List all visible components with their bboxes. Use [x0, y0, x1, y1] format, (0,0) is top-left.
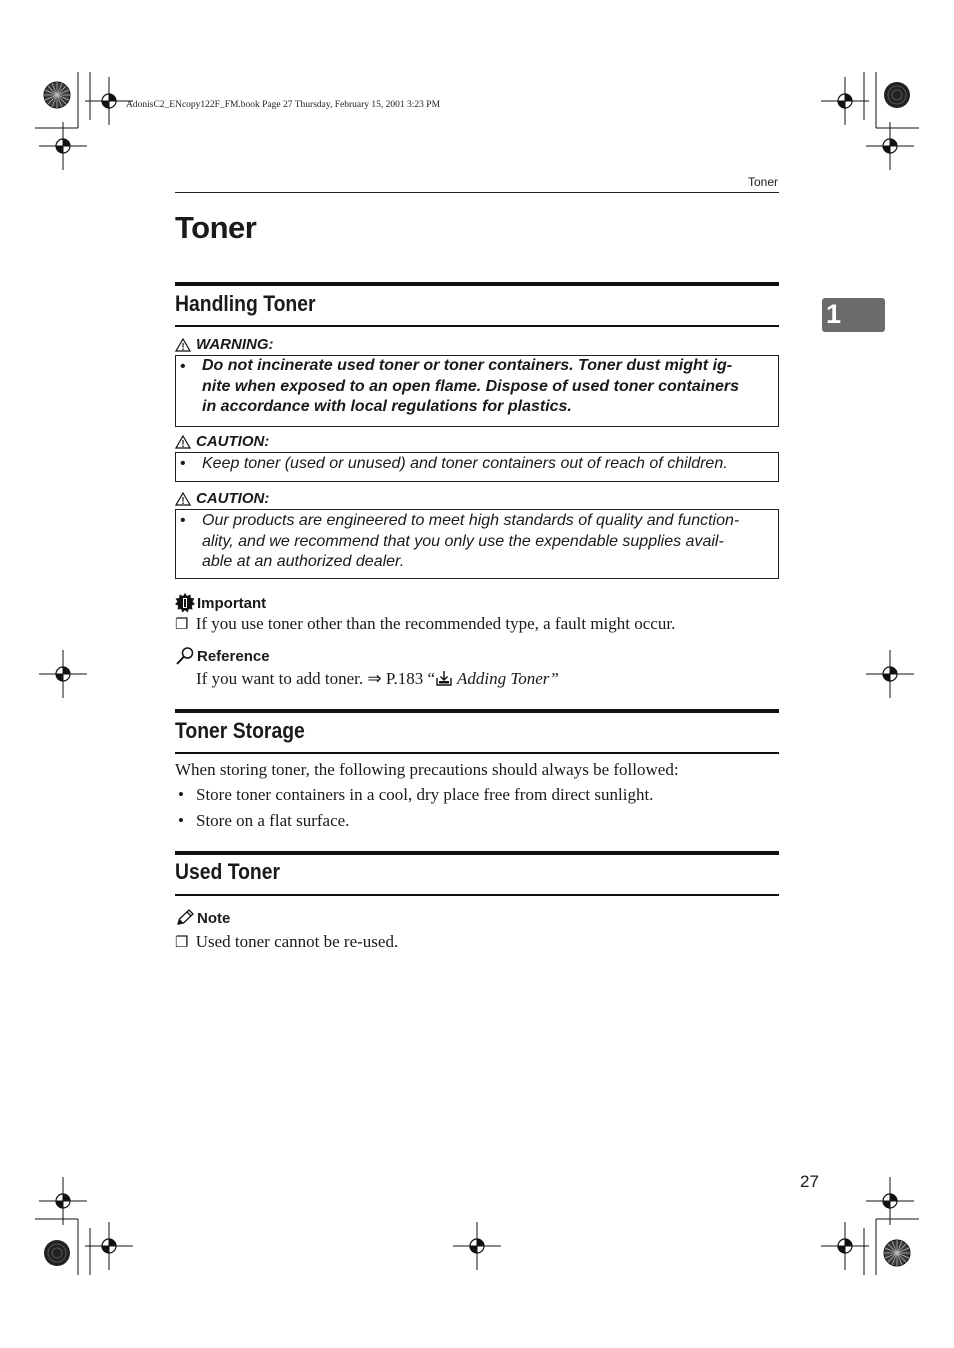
section-heading-handling-toner: Handling Toner [175, 291, 316, 316]
section-rule-bottom [175, 894, 779, 896]
warning-triangle-icon [175, 492, 191, 506]
bullet: • [180, 358, 186, 375]
caution-box [175, 509, 779, 579]
running-header: Toner [747, 175, 778, 189]
caution-text: Keep toner (used or unused) and toner containers out of reach of children. [202, 455, 728, 472]
section-heading-toner-storage: Toner Storage [175, 718, 305, 743]
list-item [178, 811, 350, 831]
section-rule-bottom [175, 325, 779, 327]
warning-triangle-icon [175, 338, 191, 352]
warning-label [175, 336, 274, 353]
header-rule [175, 192, 779, 193]
important-text: If you use toner other than the recommended type, a fault might occur. [195, 614, 676, 633]
chapter-tab[interactable] [822, 298, 885, 332]
caution-label-text: CAUTION: [196, 433, 270, 450]
caution-label [175, 490, 269, 507]
bullet: • [180, 455, 186, 472]
caution-label-text: CAUTION: [196, 490, 270, 507]
warning-line: Do not incinerate used toner or toner containers. Toner dust might ig- [202, 357, 733, 374]
warning-triangle-icon [175, 435, 191, 449]
note-label [175, 909, 230, 927]
bullet: • [178, 811, 184, 830]
reference-text [196, 669, 559, 689]
section-rule-bottom [175, 752, 779, 754]
pencil-icon [175, 909, 195, 927]
note-text: Used toner cannot be re-used. [195, 932, 399, 951]
page-title: Toner [175, 210, 257, 245]
chapter-number: 1 [826, 299, 842, 329]
note-label-text: Note [197, 909, 231, 927]
checkbox-icon: ❐ [175, 617, 189, 633]
list-item-text: Store toner containers in a cool, dry place free from direct sunlight. [196, 785, 654, 804]
caution-box [175, 452, 779, 482]
print-info-line: AdonisC2_ENcopy122F_FM.book Page 27 Thursday, February 15, 2001 3:23 PM [126, 100, 441, 110]
caution-line: able at an authorized dealer. [202, 553, 405, 570]
page-number: 27 [800, 1172, 819, 1191]
warning-text [202, 356, 770, 418]
important-item [175, 614, 675, 634]
warning-line: in accordance with local regulations for plastics. [202, 398, 572, 415]
magnifier-icon [175, 646, 195, 666]
storage-intro: When storing toner, the following precautions should always be followed: [175, 760, 679, 779]
important-label [175, 593, 266, 613]
caution-label [175, 433, 269, 450]
checkbox-icon: ❐ [175, 935, 189, 951]
section-heading-used-toner: Used Toner [175, 859, 281, 884]
caution-line: ality, and we recommend that you only use the expendable supplies avail- [202, 532, 724, 550]
reference-prefix: If you want to add toner. ⇒ P.183 “ [196, 669, 435, 688]
section-rule-top [175, 709, 779, 713]
important-label-text: Important [197, 594, 267, 612]
list-item [178, 785, 654, 805]
reference-label-text: Reference [197, 647, 270, 665]
important-seal-icon [175, 593, 195, 613]
warning-line: nite when exposed to an open flame. Dispose of used toner containers [202, 377, 739, 395]
caution-line: Our products are engineered to meet high standards of quality and function- [202, 512, 740, 529]
note-item [175, 932, 398, 952]
warning-label-text: WARNING: [196, 336, 274, 353]
add-toner-icon [435, 670, 453, 686]
caution-text [202, 511, 770, 573]
bullet: • [180, 512, 186, 529]
section-rule-top [175, 282, 779, 286]
reference-label [175, 646, 270, 666]
section-rule-top [175, 851, 779, 855]
list-item-text: Store on a flat surface. [196, 811, 350, 830]
reference-link[interactable]: Adding Toner” [457, 669, 559, 688]
warning-box [175, 355, 779, 427]
bullet: • [178, 785, 184, 804]
